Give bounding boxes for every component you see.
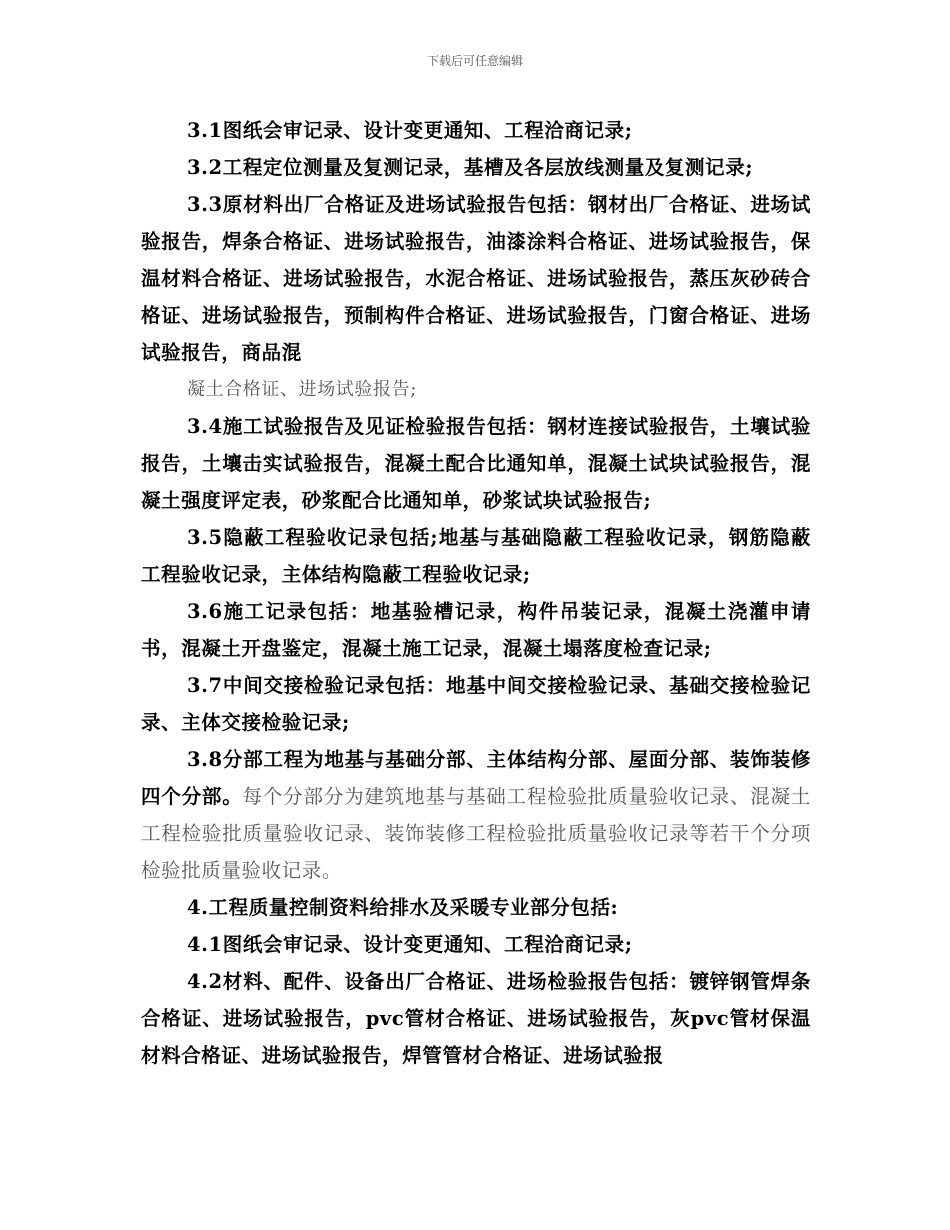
paragraph-3-8-bold: 3.8分部工程为地基与基础分部、主体结构分部、屋面分部、装饰装修四个分部。 xyxy=(141,748,811,808)
paragraph-3-6: 3.6施工记录包括：地基验槽记录，构件吊装记录，混凝土浇灌申请书，混凝土开盘鉴定，混凝土施工记录，混凝土塌落度检查记录; xyxy=(141,600,811,660)
paragraph-4-2: 4.2材料、配件、设备出厂合格证、进场检验报告包括：镀锌钢管焊条合格证、进场试验报告，pvc管材合格证、进场试验报告，灰pvc管材保温材料合格证、进场试验报告，焊管管材合格证、进场试验报 xyxy=(141,970,811,1067)
page-header: 下载后可任意编辑 xyxy=(426,54,523,68)
paragraph-3-7: 3.7中间交接检验记录包括：地基中间交接检验记录、基础交接检验记录、主体交接检验记录; xyxy=(141,674,811,734)
paragraph-3-8-light: 每个分部分为建筑地基与基础工程检验批质量验收记录、混凝土工程检验批质量验收记录、装饰装修工程检验批质量验收记录等若干个分项检验批质量验收记录。 xyxy=(141,785,811,882)
paragraph-3-3: 3.3原材料出厂合格证及进场试验报告包括：钢材出厂合格证、进场试验报告，焊条合格证、进场试验报告，油漆涂料合格证、进场试验报告，保温材料合格证、进场试验报告，水泥合格证、进场试验报告，蒸压灰砂砖合格证、进场试验报告，预制构件合格证、进场试验报告，门窗合格证、进场试验报告，商品混 xyxy=(141,193,811,364)
paragraph-3-8 xyxy=(141,741,811,889)
paragraph-3-3-continued: 凝土合格证、进场试验报告; xyxy=(187,379,417,400)
paragraph-4-1: 4.1图纸会审记录、设计变更通知、工程洽商记录; xyxy=(187,933,633,956)
paragraph-3-5: 3.5隐蔽工程验收记录包括;地基与基础隐蔽工程验收记录，钢筋隐蔽工程验收记录，主体结构隐蔽工程验收记录; xyxy=(141,526,811,586)
paragraph-3-1: 3.1图纸会审记录、设计变更通知、工程洽商记录; xyxy=(187,119,633,142)
paragraph-4: 4.工程质量控制资料给排水及采暖专业部分包括: xyxy=(187,896,619,919)
paragraph-3-2: 3.2工程定位测量及复测记录，基槽及各层放线测量及复测记录; xyxy=(187,156,754,179)
document-body xyxy=(141,112,811,1074)
paragraph-3-4: 3.4施工试验报告及见证检验报告包括：钢材连接试验报告，土壤试验报告，土壤击实试验报告，混凝土配合比通知单，混凝土试块试验报告，混凝土强度评定表，砂浆配合比通知单，砂浆试块试验报告; xyxy=(141,415,811,512)
